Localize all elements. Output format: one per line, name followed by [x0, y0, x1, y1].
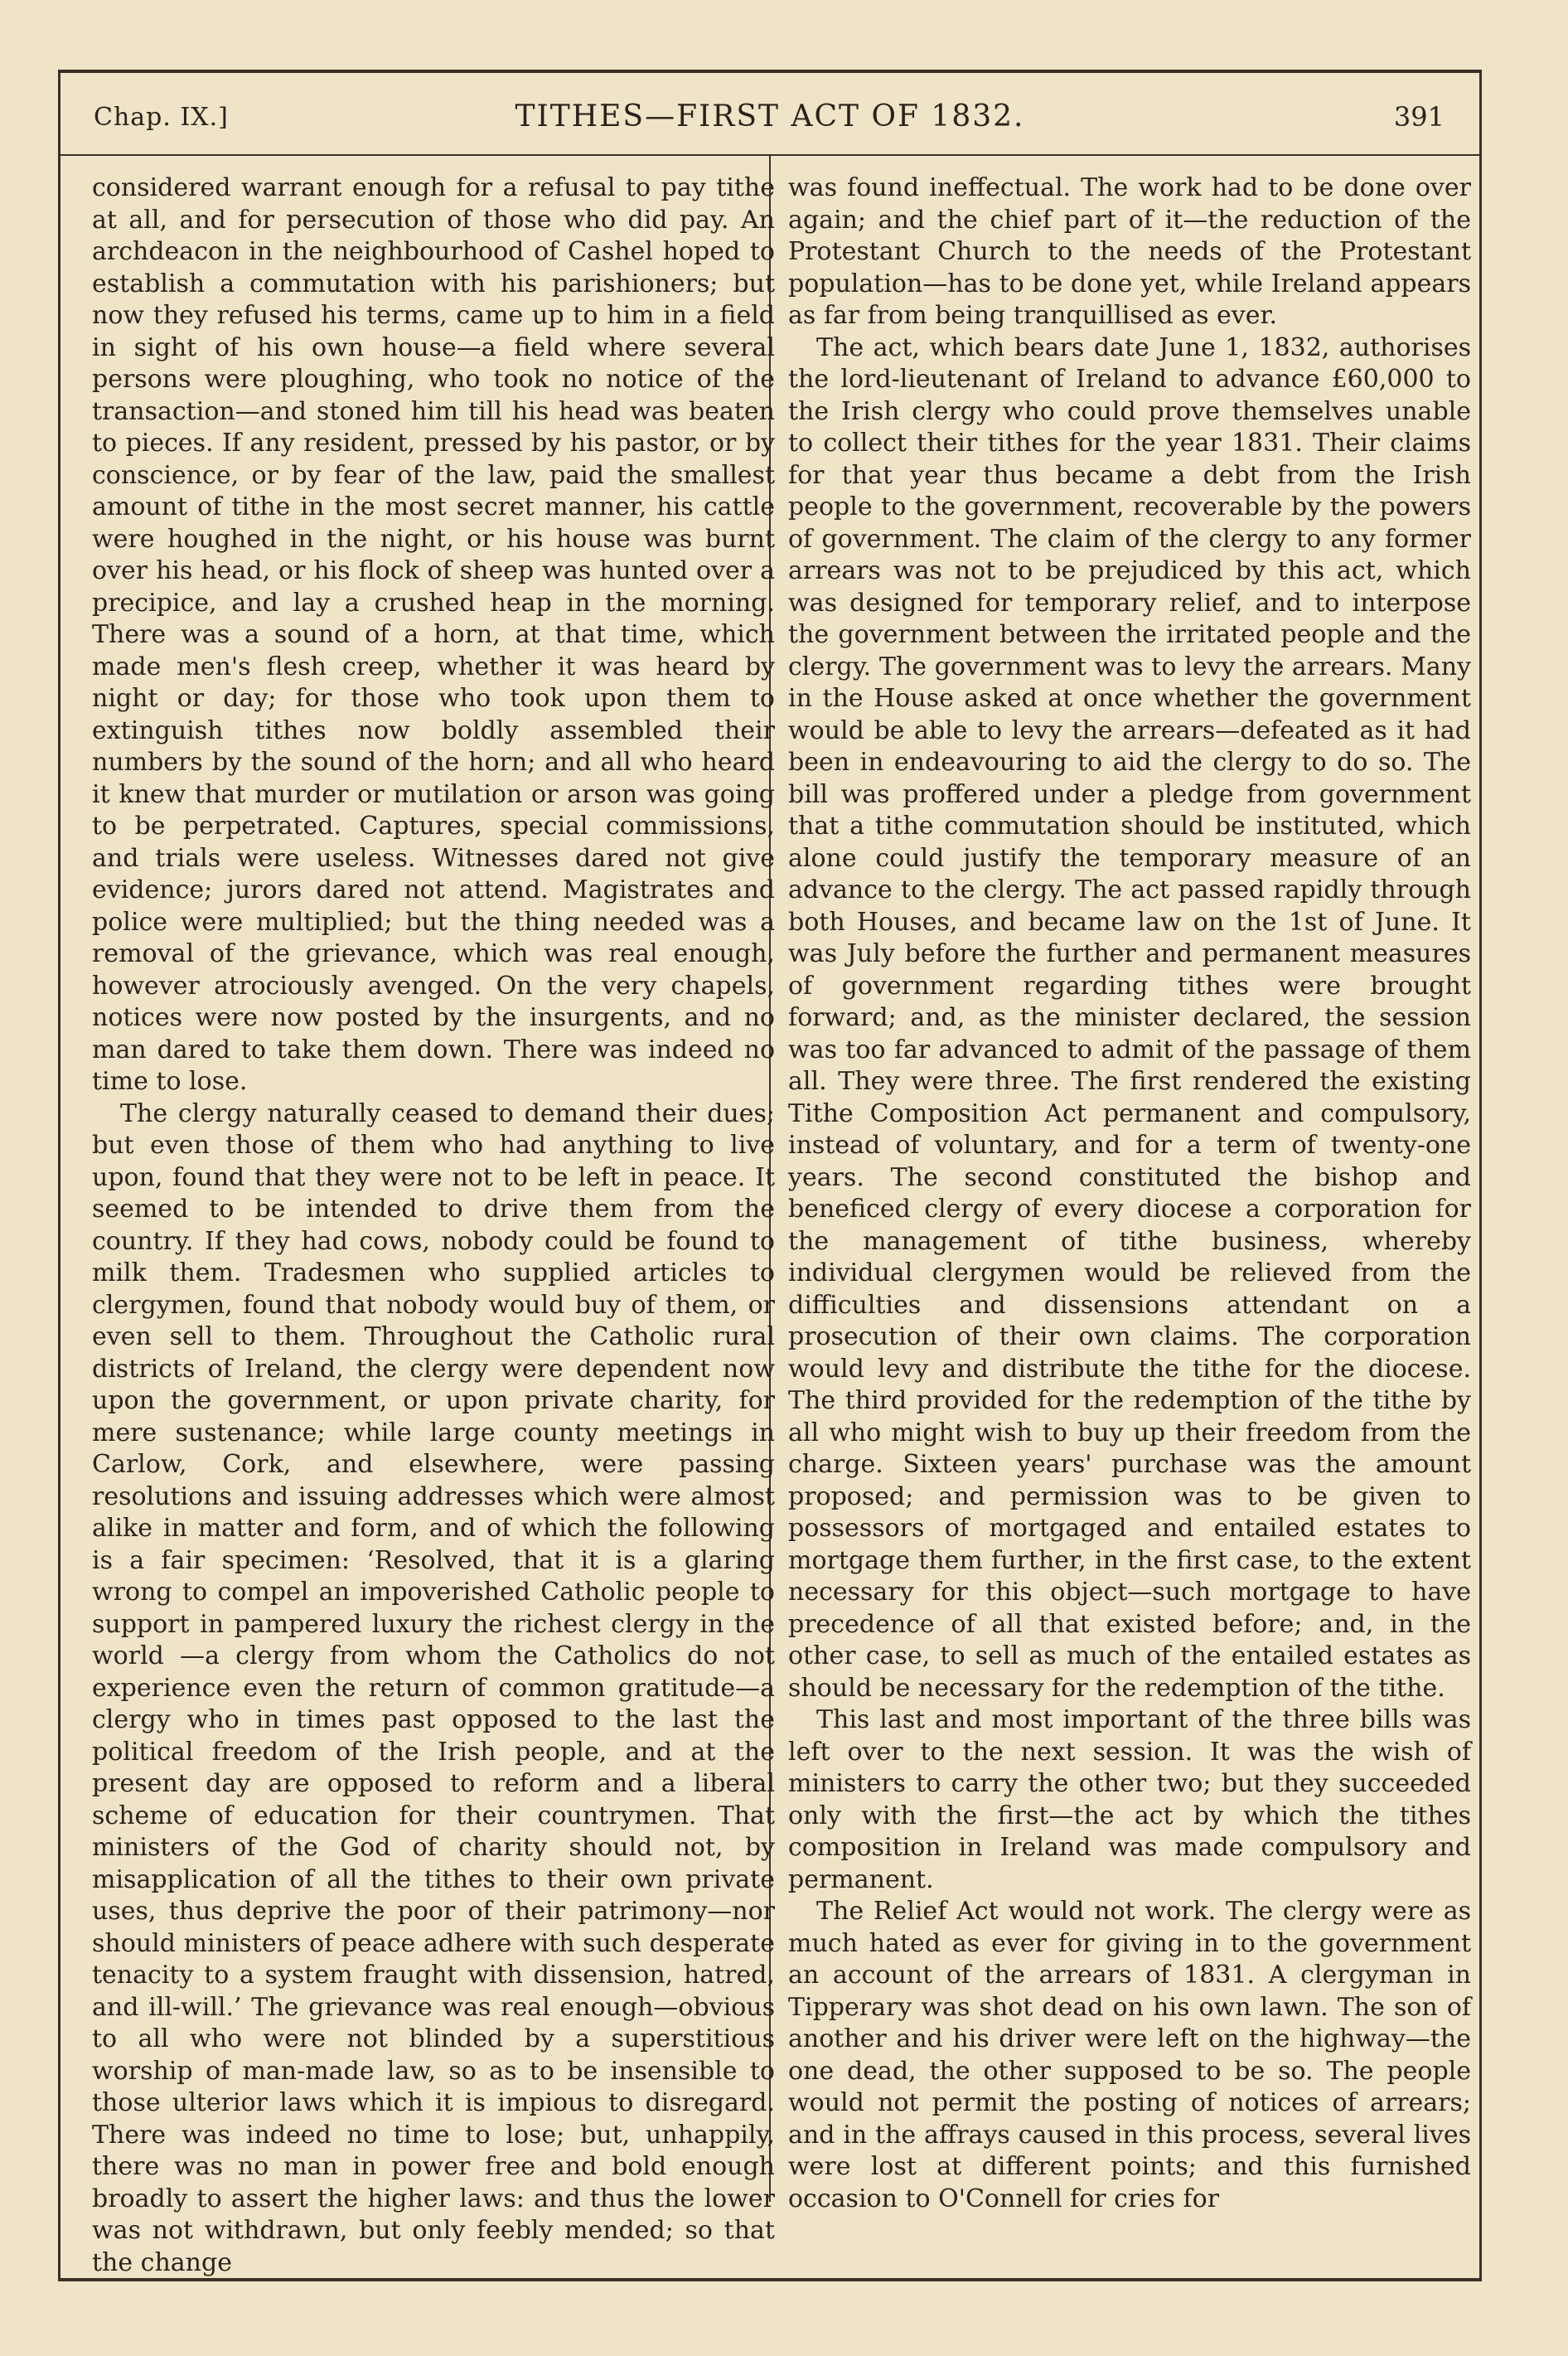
chapter-label: Chap. IX.] — [94, 103, 229, 132]
paragraph: was found ineffectual. The work had to be done over again; and the chief part of it—the reduction of the Protestant Church to the needs of the Protestant population—has to be done yet, while Ireland appears as far from being tranquillised as ever. — [788, 173, 1471, 330]
paragraph: considered warrant enough for a refusal to pay tithe at all, and for persecution of those who did pay. An archdeacon in the neighbourhood of Cashel hoped to establish a commutation with his parishioners; but now they refused his terms, came up to him in a field in sight of his own house—a field where several persons were ploughing, who took no notice of the transaction—and stoned him till his head was beaten to pieces. If any resident, pressed by his pastor, or by conscience, or by fear of the law, paid the smallest amount of tithe in the most secret manner, his cattle were houghed in the night, or his house was burnt over his head, or his flock of sheep was hunted over a precipice, and lay a crushed heap in the morning. There was a sound of a horn, at that time, which made men's flesh creep, whether it was heard by night or day; for those who took upon them to extinguish tithes now boldly assembled their numbers by the sound of the horn; and all who heard it knew that murder or mutilation or arson was going to be perpetrated. Captures, special commissions, and trials were useless. Witnesses dared not give evidence; jurors dared not attend. Magistrates and police were multiplied; but the thing needed was a removal of the grievance, which was real enough, however atrociously avenged. On the very chapels, notices were now posted by the insurgents, and no man dared to take them down. There was indeed no time to lose. — [92, 173, 775, 1096]
right-column — [788, 172, 1471, 2215]
paragraph: The clergy naturally ceased to demand their dues; but even those of them who had anything to live upon, found that they were not to be left in peace. It seemed to be intended to drive them from the country. If they had cows, nobody could be found to milk them. Tradesmen who supplied articles to clergymen, found that nobody would buy of them, or even sell to them. Throughout the Catholic rural districts of Ireland, the clergy were dependent now upon the government, or upon private charity, for mere sustenance; while large county meetings in Carlow, Cork, and elsewhere, were passing resolutions and issuing addresses which were almost alike in matter and form, and of which the following is a fair specimen: ‘Resolved, that it is a glaring wrong to compel an impoverished Catholic people to support in pampered luxury the richest clergy in the world —a clergy from whom the Catholics do not experience even the return of common gratitude—a clergy who in times past opposed to the last the political freedom of the Irish people, and at the present day are opposed to reform and a liberal scheme of education for their countrymen. That ministers of the God of charity should not, by misapplication of all the tithes to their own private uses, thus deprive the poor of their patrimony—nor should ministers of peace adhere with such desperate tenacity to a system fraught with dissension, hatred, and ill-will.’ The grievance was real enough—obvious to all who were not blinded by a superstitious worship of man-made law, so as to be insensible to those ulterior laws which it is impious to disregard. There was indeed no time to lose; but, unhappily, there was no man in power free and bold enough broadly to assert the higher laws: and thus the lower was not withdrawn, but only feebly mended; so that the change — [92, 1098, 775, 2277]
paragraph: The Relief Act would not work. The clergy were as much hated as ever for giving in to the government an account of the arrears of 1831. A clergyman in Tipperary was shot dead on his own lawn. The son of another and his driver were left on the highway—the one dead, the other supposed to be so. The people would not permit the posting of notices of arrears; and in the affrays caused in this process, several lives were lost at different points; and this furnished occasion to O'Connell for cries for — [788, 1897, 1471, 2213]
paragraph: This last and most important of the three bills was left over to the next session. It was the wish of ministers to carry the other two; but they succeeded only with the first—the act by which the tithes composition in Ireland was made compulsory and permanent. — [788, 1705, 1471, 1894]
page-frame — [58, 70, 1482, 2281]
left-column — [92, 172, 775, 2279]
running-header — [60, 73, 1479, 156]
running-title: TITHES—FIRST ACT OF 1832. — [515, 99, 1025, 133]
paragraph: The act, which bears date June 1, 1832, authorises the lord-lieutenant of Ireland to advance £60,000 to the Irish clergy who could prove themselves unable to collect their tithes for the year 1831. Their claims for that year thus became a debt from the Irish people to the government, recoverable by the powers of government. The claim of the clergy to any former arrears was not to be prejudiced by this act, which was designed for temporary relief, and to interpose the government between the irritated people and the clergy. The government was to levy the arrears. Many in the House asked at once whether the government would be able to levy the arrears—defeated as it had been in endeavouring to aid the clergy to do so. The bill was proffered under a pledge from government that a tithe commutation should be instituted, which alone could justify the temporary measure of an advance to the clergy. The act passed rapidly through both Houses, and became law on the 1st of June. It was July before the further and permanent measures of government regarding tithes were brought forward; and, as the minister declared, the session was too far advanced to admit of the passage of them all. They were three. The first rendered the existing Tithe Composition Act permanent and compulsory, instead of voluntary, and for a term of twenty-one years. The second constituted the bishop and beneficed clergy of every diocese a corporation for the management of tithe business, whereby individual clergymen would be relieved from the difficulties and dissensions attendant on a prosecution of their own claims. The corporation would levy and distribute the tithe for the diocese. The third provided for the redemption of the tithe by all who might wish to buy up their freedom from the charge. Sixteen years' purchase was the amount proposed; and permission was to be given to possessors of mortgaged and entailed estates to mortgage them further, in the first case, to the extent necessary for this object—such mortgage to have precedence of all that existed before; and, in the other case, to sell as much of the entailed estates as should be necessary for the redemption of the tithe. — [788, 332, 1471, 1703]
page-number: 391 — [1393, 101, 1445, 133]
